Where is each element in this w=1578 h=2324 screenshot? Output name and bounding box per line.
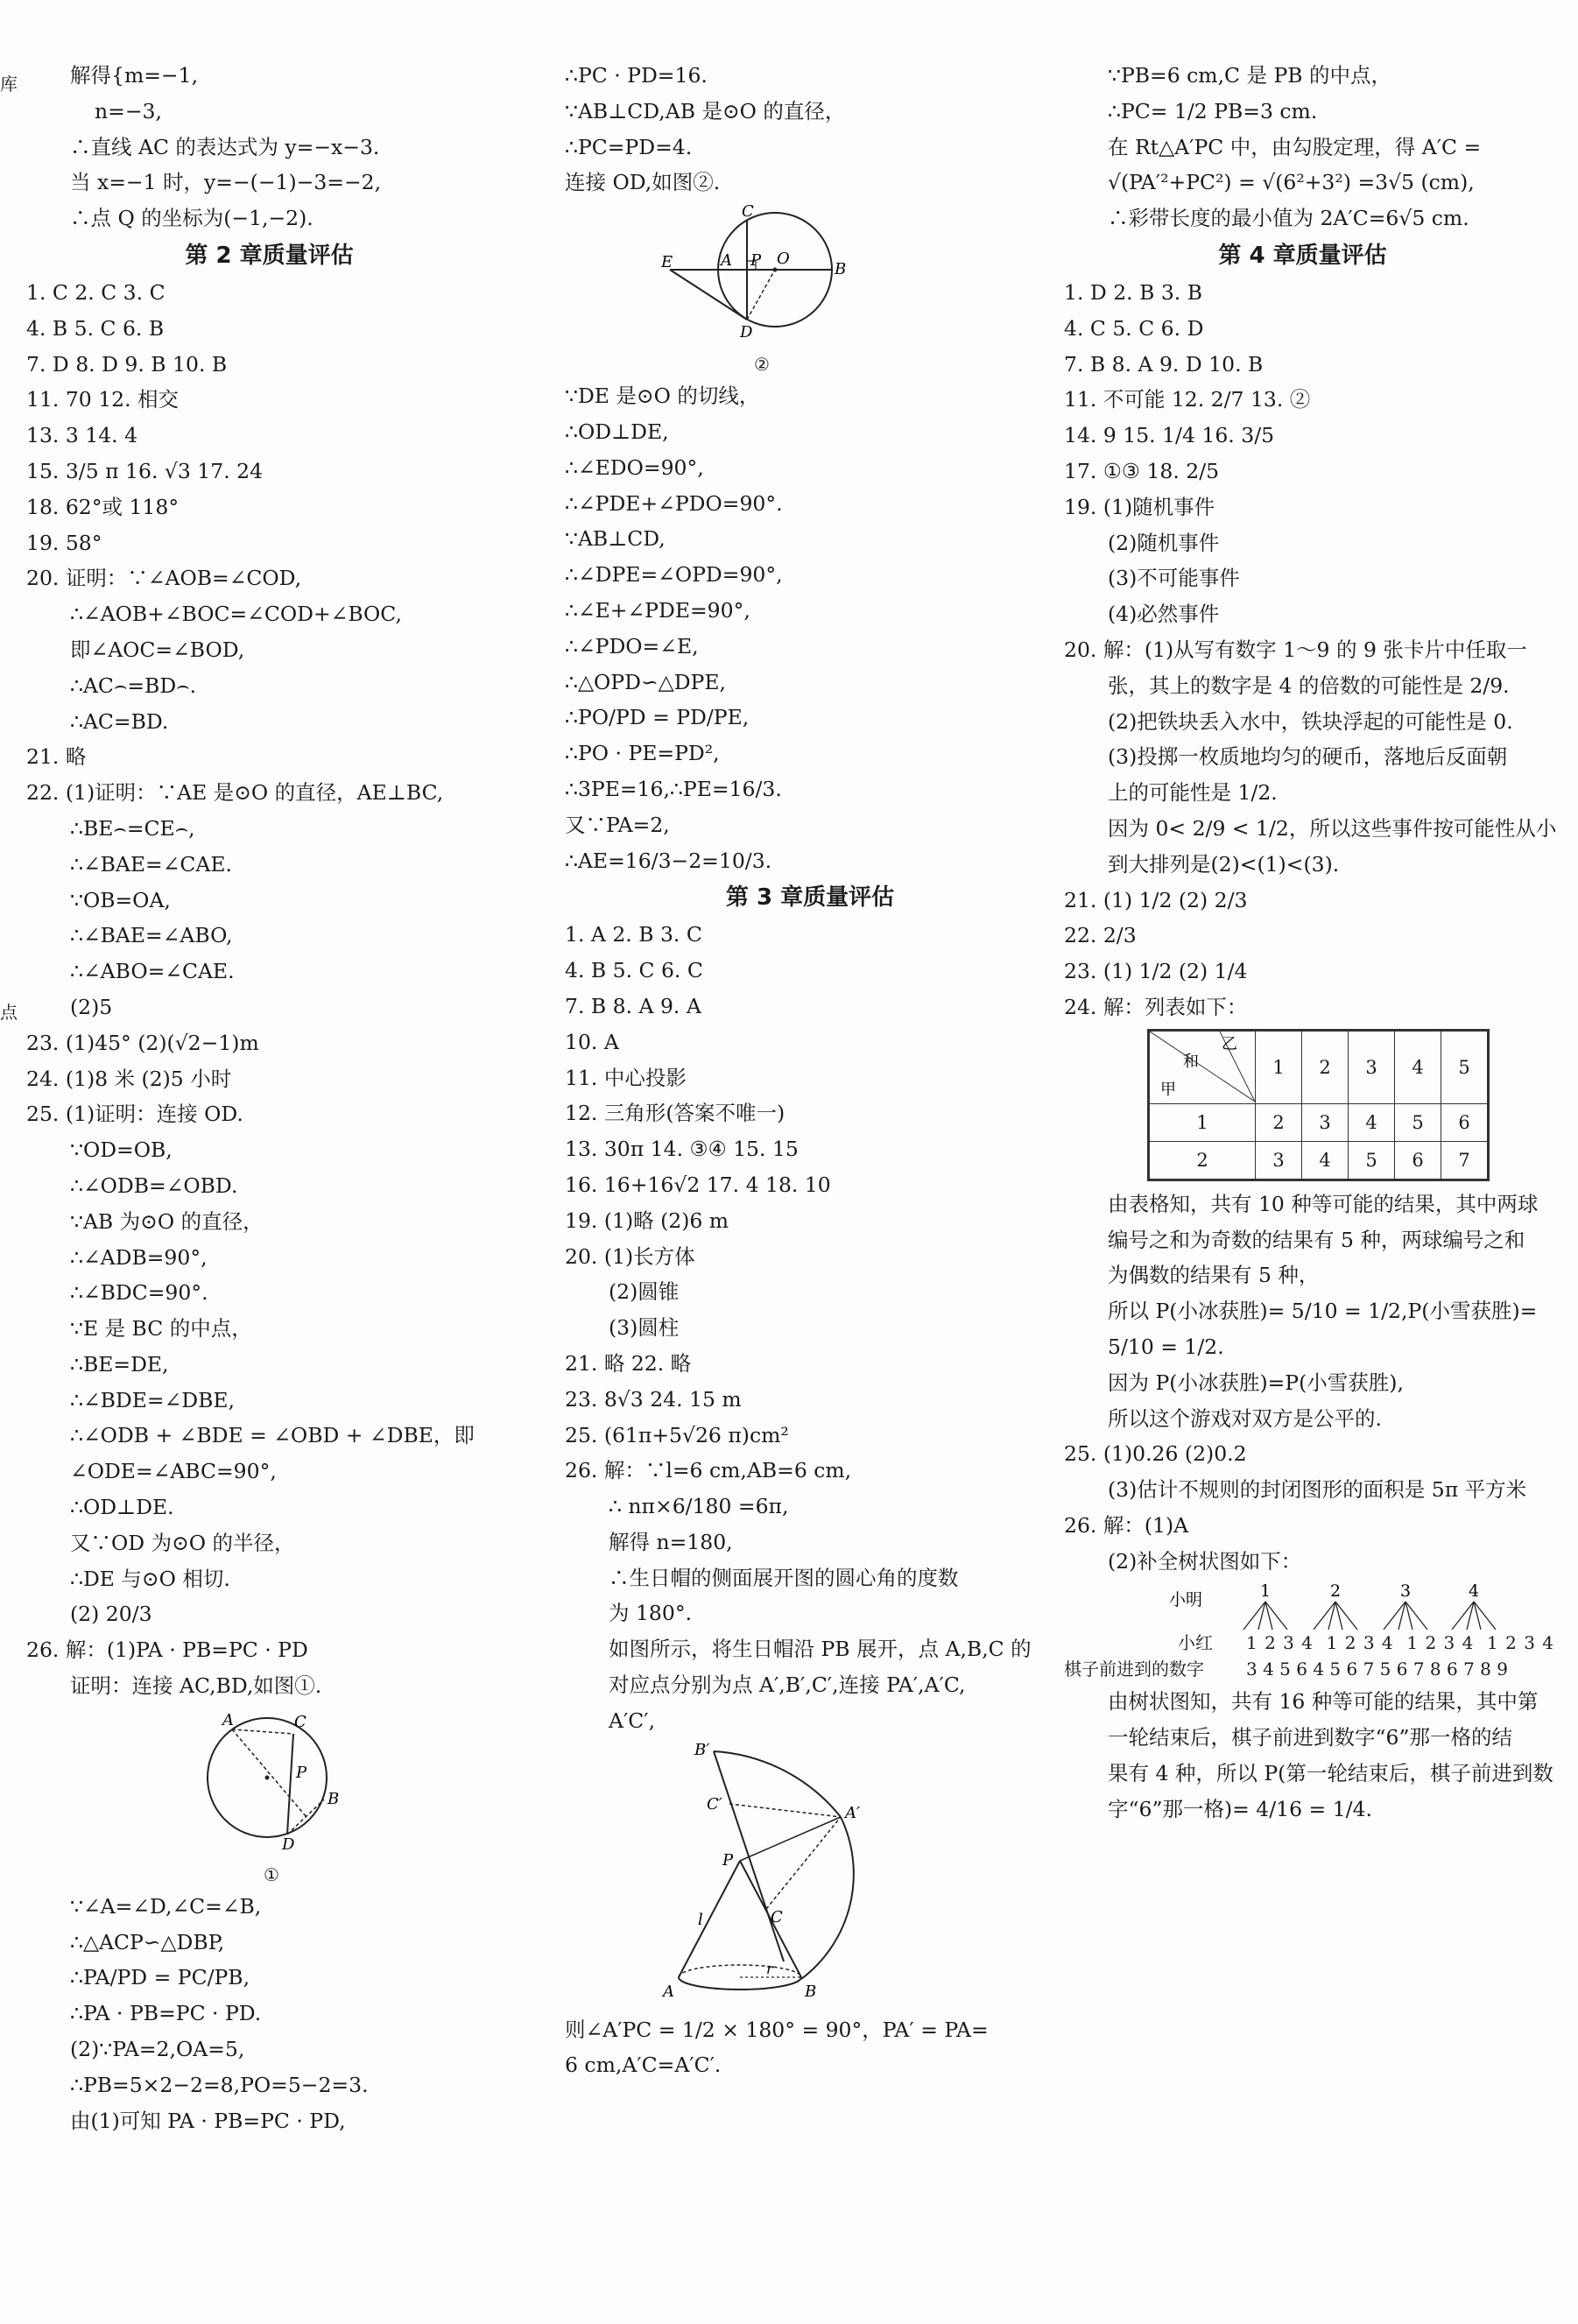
text-line: ∴∠ODB + ∠BDE = ∠OBD + ∠DBE，即 xyxy=(70,1423,475,1448)
text-line: (2)把铁块丢入水中，铁块浮起的可能性是 0. xyxy=(1108,708,1513,734)
text-line: ∴∠ODB=∠OBD. xyxy=(70,1173,238,1198)
answer-line: 22. (1)证明：∵AE 是⊙O 的直径，AE⊥BC, xyxy=(26,780,444,806)
tree-diagram xyxy=(1064,1579,1555,1684)
table-header-cell: 5 xyxy=(1441,1030,1489,1103)
text-line: ∴∠ABO=∠CAE. xyxy=(70,959,235,984)
text-line: 因为 P(小冰获胜)=P(小雪获胜), xyxy=(1108,1370,1404,1395)
text-line: ∴AC=BD. xyxy=(70,708,169,734)
text-line: ∴PA/PD = PC/PB, xyxy=(70,1965,250,1990)
figure-caption: ① xyxy=(264,1863,279,1885)
table-row-label: 1 xyxy=(1149,1103,1256,1141)
text-line: ∴AC⌢=BD⌢. xyxy=(70,673,197,698)
text-line: 又∵PA=2, xyxy=(565,812,670,837)
answer-line: 10. A xyxy=(565,1029,619,1054)
text-line: ∴∠DPE=∠OPD=90°, xyxy=(565,562,783,588)
answer-line: 24. (1)8 米 (2)5 小时 xyxy=(26,1066,232,1091)
text-line: ∴∠BAE=∠ABO, xyxy=(70,923,233,948)
figure-3 xyxy=(565,1743,1055,2009)
text-line: ∴PB=5×2−2=8,PO=5−2=3. xyxy=(70,2072,369,2097)
table-row xyxy=(1149,1103,1489,1141)
text-line: (3)圆柱 xyxy=(609,1315,680,1341)
figure-label: B xyxy=(328,1789,340,1808)
figure-label: D xyxy=(282,1835,295,1854)
text-line: 当 x=−1 时，y=−(−1)−3=−2, xyxy=(70,170,382,195)
figure-label: l xyxy=(698,1910,703,1929)
text-line: 字“6”那一格)= 4/16 = 1/4. xyxy=(1108,1796,1373,1821)
text-line: ∴∠EDO=90°, xyxy=(565,454,704,480)
figure-label: D xyxy=(740,323,753,342)
text-line: ∵PB=6 cm,C 是 PB 的中点， xyxy=(1108,63,1392,88)
figure-label: A xyxy=(222,1710,234,1729)
text-line: (2)随机事件 xyxy=(1108,530,1220,555)
text-line: ∵AB 为⊙O 的直径， xyxy=(70,1208,264,1234)
sum-table-wrap xyxy=(1064,1029,1541,1181)
figure-caption: ② xyxy=(754,354,770,376)
table-row xyxy=(1149,1141,1489,1180)
section-heading: 第 4 章质量评估 xyxy=(1218,242,1387,269)
text-line: ∴△ACP∽△DBP, xyxy=(70,1929,225,1954)
answer-line: 4. B 5. C 6. B xyxy=(26,315,165,341)
answer-line: 23. 8√3 24. 15 m xyxy=(565,1386,742,1412)
tree-row: 3 4 5 6 4 5 6 7 5 6 7 8 6 7 8 9 xyxy=(1246,1658,1508,1680)
text-line: ∴PC · PD=16. xyxy=(565,63,708,88)
text-line: 果有 4 种，所以 P(第一轮结束后，棋子前进到数 xyxy=(1108,1761,1553,1786)
text-line: ∴直线 AC 的表达式为 y=−x−3. xyxy=(70,134,380,159)
text-line: 由(1)可知 PA · PB=PC · PD, xyxy=(70,2108,346,2133)
answer-line: 1. A 2. B 3. C xyxy=(565,922,702,947)
figure-label: P xyxy=(750,251,762,271)
text-line: 所以这个游戏对双方是公平的. xyxy=(1108,1405,1382,1431)
section-heading: 第 2 章质量评估 xyxy=(185,242,354,269)
text-line: ∴∠BAE=∠CAE. xyxy=(70,851,232,877)
answer-line: 24. 解：列表如下： xyxy=(1064,994,1248,1019)
text-line: 即∠AOC=∠BOD, xyxy=(70,637,245,662)
text-line: (3)投掷一枚质地均匀的硬币，落地后反面朝 xyxy=(1108,744,1508,770)
figure-label: B xyxy=(805,1982,817,2001)
text-line: ∴∠BDC=90°. xyxy=(70,1280,208,1306)
answer-line: 19. (1)随机事件 xyxy=(1064,494,1215,519)
figure-label: P xyxy=(296,1763,307,1782)
text-line: ∴点 Q 的坐标为(−1,−2). xyxy=(70,206,313,231)
answer-line: 21. 略 xyxy=(26,744,87,770)
answer-line: 19. (1)略 (2)6 m xyxy=(565,1208,729,1233)
figure-label: C xyxy=(742,204,754,222)
table-cell: 5 xyxy=(1349,1141,1395,1180)
text-line: ∴ nπ×6/180 =6π, xyxy=(609,1494,789,1519)
text-line: 在 Rt△A′PC 中，由勾股定理，得 A′C = xyxy=(1108,134,1482,159)
tree-label: 棋子前进到的数字 xyxy=(1064,1658,1204,1680)
text-line: ∴生日帽的侧面展开图的圆心角的度数 xyxy=(609,1565,959,1590)
answer-line: 20. 证明：∵∠AOB=∠COD, xyxy=(26,566,302,591)
answer-line: 25. (1)证明：连接 OD. xyxy=(26,1102,243,1127)
text-line: ∴PC=PD=4. xyxy=(565,134,693,159)
text-line: ∠ODE=∠ABC=90°, xyxy=(70,1459,277,1484)
sum-table xyxy=(1147,1029,1490,1181)
text-line: 解得 n=180, xyxy=(609,1529,733,1554)
answer-line: 1. C 2. C 3. C xyxy=(26,279,166,305)
text-line: 由表格知，共有 10 种等可能的结果，其中两球 xyxy=(1108,1191,1539,1216)
corner-label: 乙 xyxy=(1222,1034,1237,1053)
table-row-label: 2 xyxy=(1149,1141,1256,1180)
answer-line: 26. 解：(1)PA · PB=PC · PD xyxy=(26,1637,308,1663)
answer-line: 16. 16+16√2 17. 4 18. 10 xyxy=(565,1172,831,1197)
tree-node: 1 xyxy=(1260,1581,1272,1602)
answer-line: 17. ①③ 18. 2/5 xyxy=(1064,458,1220,483)
text-line: ∵∠A=∠D,∠C=∠B, xyxy=(70,1893,262,1919)
edge-mark: 库 xyxy=(0,74,18,95)
text-line: 解得{m=−1, xyxy=(70,63,199,88)
figure-1 xyxy=(26,1708,512,1885)
text-line: n=−3, xyxy=(95,98,162,123)
text-line: (4)必然事件 xyxy=(1108,602,1220,627)
text-line: 张，其上的数字是 4 的倍数的可能性是 2/9. xyxy=(1108,673,1510,698)
text-line: ∴∠BDE=∠DBE, xyxy=(70,1387,236,1412)
text-line: ∴BE⌢=CE⌢, xyxy=(70,815,195,841)
figure-label: E xyxy=(661,253,673,272)
circle-chord-figure xyxy=(184,1708,359,1861)
table-cell: 5 xyxy=(1395,1103,1441,1141)
text-line: √(PA′²+PC²) = √(6²+3²) =3√5 (cm), xyxy=(1108,170,1475,195)
text-line: ∴彩带长度的最小值为 2A′C=6√5 cm. xyxy=(1108,206,1469,231)
text-line: ∴PC= 1/2 PB=3 cm. xyxy=(1108,98,1318,123)
text-line: ∴DE 与⊙O 相切. xyxy=(70,1566,230,1591)
answer-line: 13. 30π 14. ③④ 15. 15 xyxy=(565,1137,799,1162)
answer-line: 19. 58° xyxy=(26,530,102,555)
binding-edge xyxy=(0,0,16,2324)
figure-label: B xyxy=(835,260,847,279)
table-cell: 4 xyxy=(1349,1103,1395,1141)
text-line: ∵OB=OA, xyxy=(70,887,171,912)
tangent-figure xyxy=(661,204,863,357)
text-line: (2)圆锥 xyxy=(609,1279,680,1305)
answer-line: 1. D 2. B 3. B xyxy=(1064,279,1202,305)
text-line: ∵E 是 BC 的中点， xyxy=(70,1316,252,1342)
tree-label: 小明 xyxy=(1169,1590,1203,1610)
table-row xyxy=(1149,1030,1489,1103)
figure-label: r xyxy=(766,1960,773,1977)
corner-label: 和 xyxy=(1183,1052,1199,1071)
figure-label: O xyxy=(777,250,790,269)
text-line: ∵AB⊥CD, xyxy=(565,526,666,552)
text-line: ∴BE=DE, xyxy=(70,1351,169,1377)
corner-diagonals xyxy=(1150,1032,1255,1102)
tree-label: 小红 xyxy=(1178,1632,1213,1654)
text-line: ∵AB⊥CD,AB 是⊙O 的直径， xyxy=(565,98,846,123)
text-line: ∴PO · PE=PD², xyxy=(565,741,720,766)
figure-label: C xyxy=(294,1712,306,1731)
table-cell: 7 xyxy=(1441,1141,1489,1180)
answer-line: 23. (1) 1/2 (2) 1/4 xyxy=(1064,959,1248,984)
text-line: 因为 0< 2/9 < 1/2，所以这些事件按可能性从小 xyxy=(1108,815,1557,841)
text-line: ∴∠PDO=∠E, xyxy=(565,633,699,658)
text-line: 到大排列是(2)<(1)<(3). xyxy=(1108,851,1340,877)
text-line: ∴OD⊥DE. xyxy=(70,1495,174,1520)
answer-line: 7. B 8. A 9. A xyxy=(565,993,701,1018)
figure-label: A xyxy=(663,1982,674,2001)
table-cell: 3 xyxy=(1256,1141,1302,1180)
corner-label: 甲 xyxy=(1160,1080,1176,1099)
figure-label: A xyxy=(721,251,732,271)
answer-line: 26. 解：∵l=6 cm,AB=6 cm, xyxy=(565,1458,852,1483)
column-3 xyxy=(1064,58,1557,1828)
figure-label: A′ xyxy=(845,1803,861,1822)
answer-line: 20. (1)长方体 xyxy=(565,1243,695,1269)
cone-unfold-figure xyxy=(661,1743,871,2005)
text-line: ∴△OPD∽△DPE, xyxy=(565,669,726,694)
answer-line: 18. 62°或 118° xyxy=(26,494,180,519)
answer-line: 7. D 8. D 9. B 10. B xyxy=(26,351,228,377)
figure-label: C xyxy=(771,1907,783,1926)
answer-line: 25. (1)0.26 (2)0.2 xyxy=(1064,1441,1247,1467)
table-cell: 3 xyxy=(1302,1103,1349,1141)
text-line: (2)5 xyxy=(70,994,113,1019)
table-corner-cell xyxy=(1149,1030,1256,1103)
table-header-cell: 2 xyxy=(1302,1030,1349,1103)
answer-line: 25. (61π+5√26 π)cm² xyxy=(565,1422,789,1447)
text-line: 如图所示，将生日帽沿 PB 展开，点 A,B,C 的 xyxy=(609,1637,1032,1662)
text-line: 一轮结束后，棋子前进到数字“6”那一格的结 xyxy=(1108,1725,1512,1750)
answer-line: 21. (1) 1/2 (2) 2/3 xyxy=(1064,887,1248,912)
section-heading: 第 3 章质量评估 xyxy=(725,884,895,912)
tree-node: 2 xyxy=(1330,1581,1342,1602)
answer-line: 11. 不可能 12. 2/7 13. ② xyxy=(1064,387,1311,412)
text-line: 为偶数的结果有 5 种， xyxy=(1108,1263,1320,1288)
tree-node: 3 xyxy=(1400,1581,1412,1602)
tree-node: 4 xyxy=(1469,1581,1480,1602)
text-line: ∴3PE=16,∴PE=16/3. xyxy=(565,776,782,801)
text-line: ∴AE=16/3−2=10/3. xyxy=(565,848,772,873)
text-line: 连接 OD,如图②. xyxy=(565,170,721,195)
figure-2 xyxy=(565,204,1055,375)
figure-label: C′ xyxy=(707,1794,722,1813)
tree-row: 1 2 3 4 1 2 3 4 1 2 3 4 1 2 3 4 xyxy=(1246,1632,1555,1654)
text-line: ∴PA · PB=PC · PD. xyxy=(70,2001,262,2026)
column-2 xyxy=(565,58,1055,2083)
text-line: ∴PO/PD = PD/PE, xyxy=(565,705,750,730)
text-line: (2)∵PA=2,OA=5, xyxy=(70,2037,245,2062)
answer-line: 14. 9 15. 1/4 16. 3/5 xyxy=(1064,423,1275,448)
text-line: 6 cm,A′C=A′C′. xyxy=(565,2053,722,2078)
answer-line: 23. (1)45° (2)(√2−1)m xyxy=(26,1030,259,1055)
answer-line: 22. 2/3 xyxy=(1064,923,1137,948)
text-line: 则∠A′PC = 1/2 × 180° = 90°，PA′ = PA= xyxy=(565,2017,989,2042)
answer-line: 4. C 5. C 6. D xyxy=(1064,315,1204,341)
text-line: ∵OD=OB, xyxy=(70,1137,173,1163)
table-cell: 2 xyxy=(1256,1103,1302,1141)
text-line: 对应点分别为点 A′,B′,C′,连接 PA′,A′C, xyxy=(609,1673,966,1698)
text-line: (3)估计不规则的封闭图形的面积是 5π 平方米 xyxy=(1108,1477,1527,1503)
edge-mark: 点 xyxy=(0,1002,18,1023)
text-line: ∴∠PDE+∠PDO=90°. xyxy=(565,490,783,516)
text-line: (2)补全树状图如下： xyxy=(1108,1548,1302,1574)
text-line: 编号之和为奇数的结果有 5 种，两球编号之和 xyxy=(1108,1227,1525,1252)
table-cell: 6 xyxy=(1441,1103,1489,1141)
table-header-cell: 3 xyxy=(1349,1030,1395,1103)
answer-line: 11. 70 12. 相交 xyxy=(26,387,180,412)
text-line: 为 180°. xyxy=(609,1601,693,1626)
figure-label: P xyxy=(722,1850,734,1870)
text-line: ∴∠ADB=90°, xyxy=(70,1244,208,1270)
answer-line: 11. 中心投影 xyxy=(565,1065,687,1090)
answer-line: 26. 解：(1)A xyxy=(1064,1512,1189,1538)
figure-label: B′ xyxy=(694,1742,710,1759)
text-line: 上的可能性是 1/2. xyxy=(1108,780,1278,806)
answer-line: 21. 略 22. 略 xyxy=(565,1350,692,1376)
text-line: 所以 P(小冰获胜)= 5/10 = 1/2,P(小雪获胜)= xyxy=(1108,1299,1538,1324)
text-line: ∴OD⊥DE, xyxy=(565,419,669,444)
answer-line: 20. 解：(1)从写有数字 1～9 的 9 张卡片中任取一 xyxy=(1064,637,1527,662)
text-line: 又∵OD 为⊙O 的半径， xyxy=(70,1530,295,1555)
text-line: A′C′, xyxy=(609,1708,656,1733)
table-cell: 6 xyxy=(1395,1141,1441,1180)
text-line: 由树状图知，共有 16 种等可能的结果，其中第 xyxy=(1108,1689,1539,1715)
tree-branches xyxy=(1064,1579,1519,1631)
text-line: ∴∠AOB+∠BOC=∠COD+∠BOC, xyxy=(70,602,402,627)
table-cell: 4 xyxy=(1302,1141,1349,1180)
text-line: ∴∠E+∠PDE=90°, xyxy=(565,597,750,623)
text-line: 5/10 = 1/2. xyxy=(1108,1334,1224,1359)
table-header-cell: 1 xyxy=(1256,1030,1302,1103)
answer-line: 7. B 8. A 9. D 10. B xyxy=(1064,351,1264,377)
answer-line: 12. 三角形(答案不唯一) xyxy=(565,1101,785,1126)
text-line: ∵DE 是⊙O 的切线， xyxy=(565,384,760,409)
text-line: 证明：连接 AC,BD,如图①. xyxy=(70,1673,322,1699)
answer-line: 13. 3 14. 4 xyxy=(26,423,138,448)
table-header-cell: 4 xyxy=(1395,1030,1441,1103)
answer-line: 4. B 5. C 6. C xyxy=(565,958,703,983)
text-line: (3)不可能事件 xyxy=(1108,566,1240,591)
text-line: (2) 20/3 xyxy=(70,1602,152,1627)
column-1 xyxy=(26,58,512,2138)
answer-line: 15. 3/5 π 16. √3 17. 24 xyxy=(26,458,264,483)
